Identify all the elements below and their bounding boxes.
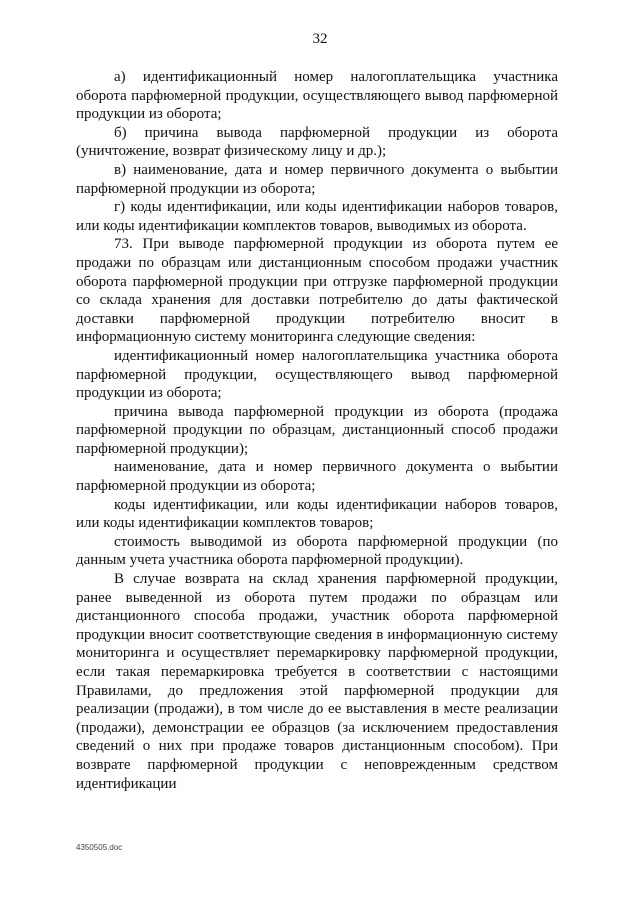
footer-filename: 4350505.doc bbox=[76, 843, 123, 852]
page-number: 32 bbox=[312, 31, 328, 47]
paragraph-v: в) наименование, дата и номер первичного документа о выбытии парфюмерной продукции из оборота; bbox=[76, 161, 558, 197]
paragraph-73: 73. При выводе парфюмерной продукции из оборота путем ее продажи по образцам или дистанционным способом продажи участник оборота парфюмерной продукции при отгрузке парфюмерной продукции со склада хранения для доставки потребителю до даты фактической доставки парфюмерной продукции потребителю вносит в информационную систему мониторинга следующие сведения: bbox=[76, 236, 558, 346]
paragraph-a: а) идентификационный номер налогоплательщика участника оборота парфюмерной продукции, осуществляющего вывод парфюмерной продукции из оборота; bbox=[76, 69, 558, 123]
list-item-codes: коды идентификации, или коды идентификации наборов товаров, или коды идентификации комплектов товаров; bbox=[76, 496, 558, 532]
list-item-cost: стоимость выводимой из оборота парфюмерной продукции (по данным учета участника оборота парфюмерной продукции). bbox=[76, 533, 558, 569]
paragraph-g: г) коды идентификации, или коды идентификации наборов товаров, или коды идентификации комплектов товаров, выводимых из оборота. bbox=[76, 199, 558, 234]
list-item-inn: идентификационный номер налогоплательщика участника оборота парфюмерной продукции, осуществляющего вывод парфюмерной продукции из оборота; bbox=[76, 347, 558, 402]
document-body bbox=[76, 68, 558, 793]
list-item-document: наименование, дата и номер первичного документа о выбытии парфюмерной продукции из оборота; bbox=[76, 459, 558, 495]
paragraph-b: б) причина вывода парфюмерной продукции из оборота (уничтожение, возврат физическому лицу и др.); bbox=[76, 124, 558, 160]
paragraph-return: В случае возврата на склад хранения парфюмерной продукции, ранее выведенной из оборота путем продажи по образцам или дистанционного способа продажи, участник оборота парфюмерной продукции вносит соответствующие сведения в информационную систему мониторинга и осуществляет перемаркировку парфюмерной продукции, если такая перемаркировка требуется в соответствии с настоящими Правилами, до предложения этой парфюмерной продукции для реализации (продажи), в том числе до ее выставления в месте реализации (продажи), демонстрации ее образцов (за исключением предоставления сведений о них при продаже товаров дистанционным способом). При возврате парфюмерной продукции с неповрежденным средством идентификации bbox=[76, 571, 558, 792]
list-item-reason: причина вывода парфюмерной продукции из оборота (продажа парфюмерной продукции по образцам, дистанционный способ продажи парфюмерной продукции); bbox=[76, 403, 558, 457]
